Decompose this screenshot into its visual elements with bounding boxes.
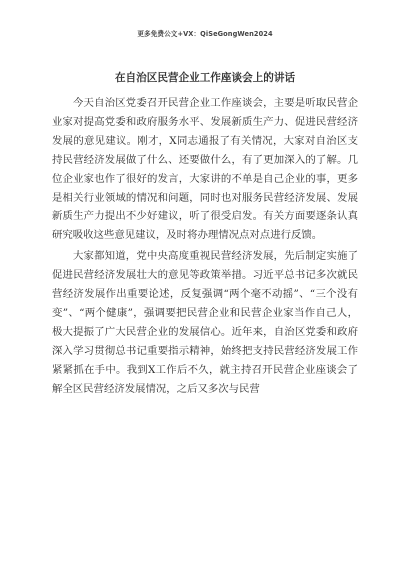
paragraph: 今天自治区党委召开民营企业工作座谈会，主要是听取民营企业家对提高党委和政府服务水平、发展新质生产力、促进民营经济发展的意见建议。刚才，X同志通报了有关情况，大家对自治区支持民营经济发展做了什么、还要做什么，有了更加深入的了解。几位企业家也作了很好的发言，大家讲的不单是自己企业的事，更多是相关行业领域的情况和问题，同时也对服务民营经济发展、发展新质生产力提出不少好建议，听了很受启发。有关方面要逐条认真研究吸收这些意见建议，及时将办理情况点对点进行反馈。 <box>52 97 358 242</box>
document-title: 在自治区民营企业工作座谈会上的讲话 <box>114 72 296 84</box>
paragraph: 大家都知道，党中央高度重视民营经济发展，先后制定实施了促进民营经济发展壮大的意见等政策举措。习近平总书记多次就民营经济发展作出重要论述，反复强调“两个毫不动摇”、“三个没有变”、“两个健康”，强调要把民营企业和民营企业家当作自己人，极大提振了广大民营企业的发展信心。近年来，自治区党委和政府深入学习贯彻总书记重要指示精神，始终把支持民营经济发展工作紧紧抓在手中。我到X工作后不久，就主持召开民营企业座谈会了解全区民营经济发展情况，之后又多次与民营 <box>52 250 358 395</box>
promo-header: 更多免费公文+VX：QiSeGongWen2024 <box>137 30 273 38</box>
document-body <box>52 94 358 401</box>
